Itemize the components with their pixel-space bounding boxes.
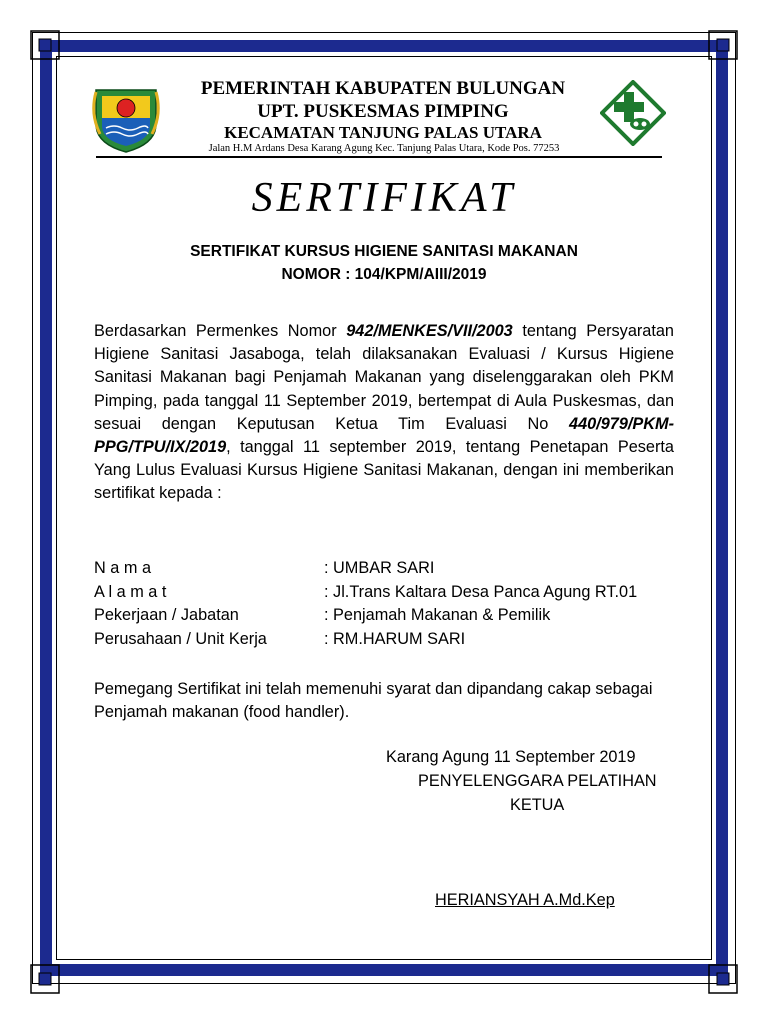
certificate-number: NOMOR : 104/KPM/AIII/2019 (281, 266, 487, 283)
header-line-3: KECAMATAN TANJUNG PALAS UTARA (224, 123, 542, 142)
header-line-1: PEMERINTAH KABUPATEN BULUNGAN (200, 78, 566, 99)
corner-ornament-icon (30, 30, 60, 60)
header-line-2: UPT. PUSKESMAS PIMPING (257, 101, 509, 122)
field-value: : Jl.Trans Kaltara Desa Panca Agung RT.01 (324, 583, 638, 601)
field-value: : RM.HARUM SARI (324, 630, 466, 648)
field-value: : UMBAR SARI (324, 559, 435, 577)
signature-role: KETUA (510, 796, 565, 814)
field-address (94, 583, 637, 602)
regulation-reference: 942/MENKES/VII/2003 (346, 322, 513, 340)
body-text-part: , tanggal 11 september 2019, tentang Penetapan Peserta Yang Lulus Evaluasi Kursus Higiene Sanitasi Makanan, dengan ini memberikan sertifikat kepada : (94, 438, 674, 503)
field-label: N a m a (94, 559, 152, 577)
puskesmas-logo-icon (600, 80, 666, 146)
signatory-name: HERIANSYAH A.Md.Kep (435, 891, 615, 909)
corner-ornament-icon (708, 30, 738, 60)
decision-reference: 440/979/PKM-PPG/TPU/IX/2019 (94, 414, 674, 457)
field-occupation (94, 606, 550, 625)
field-label: Pekerjaan / Jabatan (94, 606, 239, 624)
header-address: Jalan H.M Ardans Desa Karang Agung Kec. Tanjung Palas Utara, Kode Pos. 77253 (208, 143, 560, 154)
body-paragraph (94, 320, 674, 506)
field-label: A l a m a t (94, 583, 167, 601)
field-label: Perusahaan / Unit Kerja (94, 630, 267, 648)
field-company (94, 630, 465, 649)
certificate-title: SERTIFIKAT (251, 175, 517, 221)
corner-ornament-icon (708, 964, 738, 994)
field-value: : Penjamah Makanan & Pemilik (324, 606, 551, 624)
signature-place-date: Karang Agung 11 September 2019 (386, 748, 636, 766)
header-divider (96, 156, 662, 158)
body-text-part: tentang Persyaratan Higiene Sanitasi Jasaboga, telah dilaksanakan Evaluasi / Kursus Higiene Sanitasi Makanan bagi Penjamah Makanan yang diselenggarakan oleh PKM Pimping, pada tanggal 11 September 2019, bertempat di Aula Puskesmas, dan sesuai dengan Keputusan Ketua Tim Evaluasi No (94, 322, 674, 433)
certificate-subtitle: SERTIFIKAT KURSUS HIGIENE SANITASI MAKANAN (190, 243, 578, 260)
field-name (94, 559, 434, 578)
signature-organizer: PENYELENGGARA PELATIHAN (418, 772, 657, 790)
closing-paragraph: Pemegang Sertifikat ini telah memenuhi syarat dan dipandang cakap sebagai Penjamah makanan (food handler). (94, 680, 653, 722)
body-text-part: Berdasarkan Permenkes Nomor (94, 322, 347, 340)
corner-ornament-icon (30, 964, 60, 994)
